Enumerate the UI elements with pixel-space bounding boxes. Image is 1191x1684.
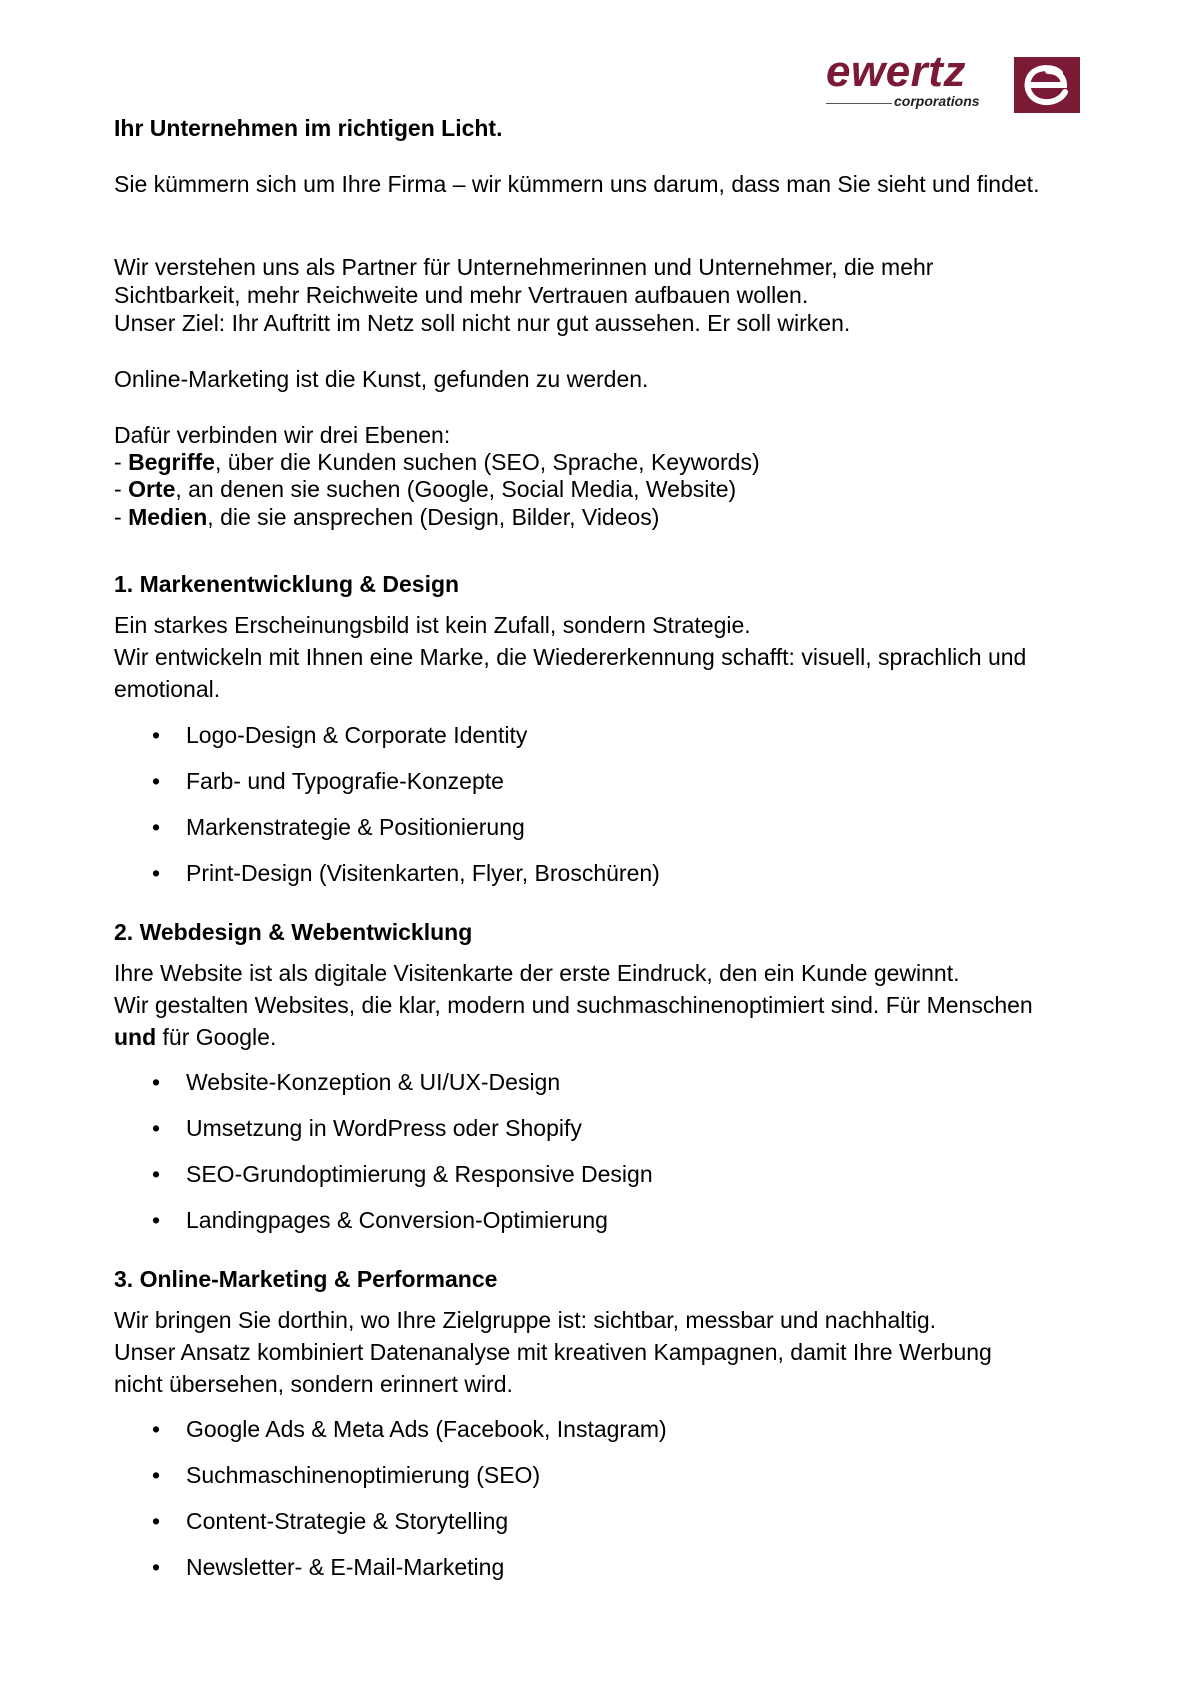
section-2-body-line-3 <box>114 1021 276 1053</box>
intro-paragraph-1: Sie kümmern sich um Ihre Firma – wir kümmern uns darum, dass man Sie sieht und findet. <box>114 171 1040 197</box>
bullet-icon: • <box>152 1069 161 1095</box>
level-item-media <box>114 503 659 531</box>
logo-e-mark-icon <box>1014 57 1080 113</box>
emphasis-text: und <box>114 1024 157 1050</box>
section-1-body-line-1: Ein starkes Erscheinungsbild ist kein Zufall, sondern Strategie. <box>114 612 751 638</box>
section-3-body-line-2: Unser Ansatz kombiniert Datenanalyse mit kreativen Kampagnen, damit Ihre Werbung <box>114 1339 992 1365</box>
level-prefix: - <box>114 504 129 530</box>
intro-paragraph-3: Online-Marketing ist die Kunst, gefunden zu werden. <box>114 366 649 392</box>
bullet-icon: • <box>152 1115 161 1141</box>
section-2-body-line-2: Wir gestalten Websites, die klar, modern und suchmaschinenoptimiert sind. Für Menschen <box>114 992 1033 1018</box>
bullet-icon: • <box>152 722 161 748</box>
logo-wordmark: ewertz <box>826 47 966 96</box>
list-item-text: Suchmaschinenoptimierung (SEO) <box>186 1462 541 1488</box>
section-3-body-line-3: nicht übersehen, sondern erinnert wird. <box>114 1371 513 1397</box>
intro-paragraph-2-line-3: Unser Ziel: Ihr Auftritt im Netz soll nicht nur gut aussehen. Er soll wirken. <box>114 310 851 336</box>
level-text: , über die Kunden suchen (SEO, Sprache, Keywords) <box>214 449 760 475</box>
level-term: Begriffe <box>128 449 215 475</box>
level-item-places <box>114 475 736 503</box>
bullet-icon: • <box>152 1161 161 1187</box>
intro-paragraph-2-line-1: Wir verstehen uns als Partner für Unternehmerinnen und Unternehmer, die mehr <box>114 254 934 280</box>
list-item-text: Farb- und Typografie-Konzepte <box>186 768 504 794</box>
list-item-text: Umsetzung in WordPress oder Shopify <box>186 1115 582 1141</box>
level-item-terms <box>114 448 760 476</box>
logo-subline: corporations <box>894 93 980 109</box>
intro-paragraph-2-line-2: Sichtbarkeit, mehr Reichweite und mehr Vertrauen aufbauen wollen. <box>114 282 809 308</box>
level-text: , an denen sie suchen (Google, Social Media, Website) <box>175 476 737 502</box>
bullet-icon: • <box>152 1416 161 1442</box>
section-1-heading: 1. Markenentwicklung & Design <box>114 571 460 597</box>
list-item-text: Logo-Design & Corporate Identity <box>186 722 528 748</box>
list-item-text: Markenstrategie & Positionierung <box>186 814 525 840</box>
level-term: Medien <box>128 504 208 530</box>
page-headline: Ihr Unternehmen im richtigen Licht. <box>114 115 503 141</box>
level-prefix: - <box>114 449 129 475</box>
bullet-icon: • <box>152 1508 161 1534</box>
list-item-text: Website-Konzeption & UI/UX-Design <box>186 1069 561 1095</box>
list-item-text: Content-Strategie & Storytelling <box>186 1508 509 1534</box>
bullet-icon: • <box>152 1207 161 1233</box>
section-3-heading: 3. Online-Marketing & Performance <box>114 1266 498 1292</box>
body-text: für Google. <box>156 1024 277 1050</box>
bullet-icon: • <box>152 768 161 794</box>
section-2-body-line-1: Ihre Website ist als digitale Visitenkarte der erste Eindruck, den ein Kunde gewinnt. <box>114 960 960 986</box>
levels-lead: Dafür verbinden wir drei Ebenen: <box>114 422 451 448</box>
list-item-text: Newsletter- & E-Mail-Marketing <box>186 1554 505 1580</box>
section-1-body-line-2: Wir entwickeln mit Ihnen eine Marke, die Wiedererkennung schafft: visuell, sprachlich und <box>114 644 1027 670</box>
company-logo <box>826 47 1080 114</box>
section-2-heading: 2. Webdesign & Webentwicklung <box>114 919 473 945</box>
bullet-icon: • <box>152 1462 161 1488</box>
list-item-text: Google Ads & Meta Ads (Facebook, Instagram) <box>186 1416 667 1442</box>
section-1-body-line-3: emotional. <box>114 676 221 702</box>
logo-rule <box>826 103 892 104</box>
level-term: Orte <box>128 476 176 502</box>
level-text: , die sie ansprechen (Design, Bilder, Videos) <box>207 504 660 530</box>
list-item-text: Landingpages & Conversion-Optimierung <box>186 1207 608 1233</box>
bullet-icon: • <box>152 860 161 886</box>
level-prefix: - <box>114 476 129 502</box>
bullet-icon: • <box>152 814 161 840</box>
list-item-text: SEO-Grundoptimierung & Responsive Design <box>186 1161 653 1187</box>
section-3-body-line-1: Wir bringen Sie dorthin, wo Ihre Zielgruppe ist: sichtbar, messbar und nachhaltig. <box>114 1307 937 1333</box>
bullet-icon: • <box>152 1554 161 1580</box>
list-item-text: Print-Design (Visitenkarten, Flyer, Broschüren) <box>186 860 660 886</box>
